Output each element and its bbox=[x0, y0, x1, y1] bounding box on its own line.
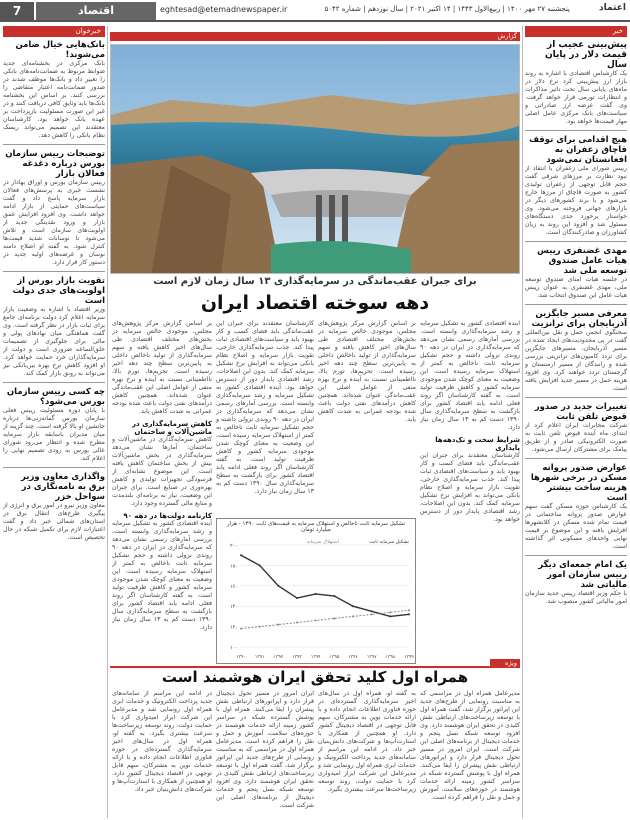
left-article-title: چه کسی رییس سازمان بورس می‌شود؟ bbox=[6, 387, 105, 407]
chart-point bbox=[240, 554, 242, 556]
right-article bbox=[525, 135, 627, 237]
right-column-tag: خبر bbox=[525, 26, 627, 37]
right-article bbox=[525, 40, 627, 126]
left-article-body: با پایان دوره مسئولیت رییس فعلی سازمان بورس گمانه‌زنی‌ها درباره جانشین او بالا گرفته است. چند گزینه از میان مدیران باسابقه بازار سرمایه مطرح شده و انتظار می‌رود شورای عالی بورس به زودی تصمیم نهایی را اعلام کند. bbox=[3, 407, 105, 462]
page-number: 7 bbox=[0, 2, 34, 20]
left-article-title: توضیحات رییس سازمان بورس درباره دغدغه فعالان بازار bbox=[5, 149, 105, 179]
chart-x-tick-label: ۱۳۹۰ bbox=[236, 655, 246, 660]
lead-story-text: کارشناسان معتقدند برای جبران این عقب‌ماندگی باید فضای کسب و کار بهبود یابد و سیاست‌های اقتصادی ثبات پیدا کند. جذب سرمایه‌گذاری خارجی، تقویت بازار سرمایه و اصلاح نظام بانکی می‌تواند به افزایش نرخ تشکیل سرمایه کمک کند. بدون این اصلاحات، رشد اقتصادی پایدار دور از دسترس خواهد بود. bbox=[216, 320, 314, 391]
left-article bbox=[3, 149, 105, 267]
left-article bbox=[3, 387, 105, 463]
lead-story-subhead: شرایط سخت و تک‌دهه‌ها پایداری bbox=[435, 436, 520, 452]
chart-y-tick-label: ۱۰۰ bbox=[229, 645, 238, 651]
lead-story-column bbox=[216, 320, 314, 516]
second-story-headline: همراه اول کلید تحقق ایران هوشمند است bbox=[161, 668, 469, 686]
divider bbox=[525, 397, 627, 398]
chart-x-tick-label: ۱۳۹۴ bbox=[310, 655, 321, 660]
right-article-title: عوارض صدور پروانه مسکن در برخی شهرها هزینه ساخت بیشتر است bbox=[530, 463, 627, 503]
right-article-title: یک امام جمعه‌ای دیگر رییس سازمان امور مالیاتی شد bbox=[538, 560, 627, 590]
second-story-column bbox=[112, 690, 212, 818]
chart-point bbox=[259, 564, 261, 566]
chart-y-tick-label: ۱۲۰ bbox=[229, 624, 238, 631]
second-story-column bbox=[318, 690, 416, 818]
chart-y-tick-label: ۱۴۰ bbox=[229, 604, 238, 611]
chart-y-tick-label: ۱۸۰ bbox=[229, 563, 238, 570]
lead-story-column bbox=[318, 320, 416, 516]
lead-story-kicker: برای جبران عقب‌ماندگی در سرمایه‌گذاری ۱۳ سال زمان لازم است bbox=[153, 276, 477, 287]
lead-story-subhead: کاهش سرمایه‌گذاری در ماشین‌آلات و ساختمان bbox=[132, 420, 212, 436]
left-article-body: معاون وزیر نیرو در امور برق و انرژی از پیگیری طرح‌های انتقال برق در استان‌های شمالی خبر داد و گفت اعتبارات لازم برای تکمیل شبکه در حال تخصیص است. bbox=[3, 502, 105, 541]
chart-title: تشکیل سرمایه ثابت ناخالص و استهلاک سرمایه به قیمت‌های ثابت ۱۳۹۰ - هزار میلیارد تومان bbox=[226, 521, 406, 533]
chart-point bbox=[333, 595, 335, 597]
divider bbox=[3, 467, 105, 468]
chart-point bbox=[408, 609, 410, 611]
chart-point bbox=[389, 615, 391, 617]
lead-story-text: کاهش سرمایه‌گذاری در ماشین‌آلات و ساختمان: آمارها نشان می‌دهد سرمایه‌گذاری در بخش ماشین‌آلات بیش از بخش ساختمان کاهش یافته است. این موضوع نشانه‌ای از فرسودگی تجهیزات تولیدی و کاهش بهره‌وری در صنایع است. برای جبران این وضعیت، نیاز به برنامه‌ای بلندمدت و منابع مالی گسترده وجود دارد. bbox=[112, 436, 212, 507]
dateline: پنجشنبه ۲۷ مهر ۱۴۰۰ | ربیع‌الاول ۱۴۴۳ | ۱۴ اکتبر ۲۰۲۱ | سال نوزدهم | شماره ۵۰۴۲ bbox=[324, 5, 570, 13]
left-article-body: بانک مرکزی در بخشنامه‌ای جدید ضوابط مربوط به ضمانت‌نامه‌های بانکی را تغییر داد و بانک‌ها موظف شدند در صدور ضمانت‌نامه اعتبار متقاضی را بررسی کنند. بر اساس این بخشنامه بانک‌ها باید وثایق کافی دریافت کنند و در غیر این صورت مسئولیت بازپرداخت بر عهده بانک خواهد بود. کارشناسان معتقدند این تصمیم می‌تواند ریسک نظام بانکی را کاهش دهد. bbox=[3, 60, 105, 139]
second-story-text: به گفته او، همراه اول در سال‌های اخیر سرمایه‌گذاری گسترده‌ای در حوزه فناوری اطلاعات انجام داده و با ارائه خدمات نوین به مشترکان، سهم قابل توجهی در اقتصاد دیجیتال کشور دارد. او همچنین از همکاری با استارت‌آپ‌ها و شرکت‌های دانش‌بنیان خبر داد. bbox=[318, 690, 416, 753]
right-news-column bbox=[525, 26, 627, 818]
divider bbox=[525, 304, 627, 305]
chart-series-line bbox=[241, 610, 409, 628]
right-article-body: یک کارشناس اقتصادی با اشاره به روند بازار ارز پیش‌بینی کرد نرخ دلار در ماه‌های پایانی سال تحت تاثیر مذاکرات و انتظارات تورمی قرار خواهد گرفت. وی گفت عرضه ارز صادراتی و سیاست‌های بانک مرکزی عامل اصلی مهار قیمت‌ها خواهد بود. bbox=[525, 70, 627, 125]
lead-story-text: بر اساس گزارش مرکز پژوهش‌های مجلس، موجودی خالص سرمایه در بخش‌های مختلف اقتصادی طی سال‌های اخیر کاهش یافته و سهم سرمایه‌گذاری از تولید ناخالص داخلی به پایین‌ترین سطح چند دهه اخیر رسیده است. تحریم‌ها، تورم بالا، نااطمینانی نسبت به آینده و نرخ بهره منفی از عوامل اصلی این عقب‌ماندگی عنوان شده‌اند. همچنین کاهش درآمدهای نفتی دولت باعث شده بودجه عمرانی به شدت کاهش یابد. bbox=[318, 320, 416, 423]
chart-point bbox=[240, 628, 242, 630]
divider bbox=[525, 130, 627, 131]
divider bbox=[3, 382, 105, 383]
right-article-title: پیش‌بینی عجیب از قیمت دلار در پایان سال bbox=[544, 40, 627, 70]
second-story-text: ایران امروز در مسیر تحول دیجیتال قرار دارد و اپراتورهای ارتباطی نقش پیشران را ایفا می‌کنند. همراه اول با پوشش گسترده شبکه در سراسر کشور زمینه ارائه خدمات هوشمند در حوزه‌های سلامت، آموزش و حمل و نقل را فراهم کرده است. bbox=[216, 690, 314, 745]
left-column-tag: خبرخوان bbox=[3, 26, 105, 37]
page-header bbox=[0, 0, 630, 22]
chart-x-tick-label: ۱۳۹۶ bbox=[348, 655, 358, 660]
lead-story-column bbox=[112, 320, 212, 662]
lead-story-text: کارشناسان معتقدند برای جبران این عقب‌ماندگی باید فضای کسب و کار بهبود یابد و سیاست‌های اقتصادی ثبات پیدا کند. جذب سرمایه‌گذاری خارجی، تقویت بازار سرمایه و اصلاح نظام بانکی می‌تواند به افزایش نرخ تشکیل سرمایه کمک کند. بدون این اصلاحات، رشد اقتصادی پایدار دور از دسترس خواهد بود. bbox=[420, 452, 520, 523]
chart-point bbox=[296, 597, 298, 599]
chart-point bbox=[315, 593, 317, 595]
chart-y-tick-label: ۲۰۰ bbox=[229, 543, 238, 549]
second-story-column bbox=[420, 690, 520, 818]
left-news-column bbox=[3, 26, 105, 818]
chart-point bbox=[333, 617, 335, 619]
chart-x-tick-label: ۱۳۹۷ bbox=[366, 655, 377, 660]
chart-plot bbox=[217, 535, 415, 663]
column-rule bbox=[522, 26, 523, 818]
second-story-tag-label: ویژه bbox=[490, 659, 520, 668]
chart-x-tick-label: ۱۳۹۱ bbox=[254, 655, 265, 660]
chart-x-tick-label: ۱۳۹۳ bbox=[292, 655, 302, 660]
chart-point bbox=[389, 611, 391, 613]
right-article-title: معرفی مسیر جایگزین آذربایجان برای ترانزیت bbox=[531, 309, 627, 329]
lead-story-text: آینده اقتصادی کشور به تشکیل سرمایه و رشد سرمایه‌گذاری وابسته است. بررسی آمارهای رسمی نشان می‌دهد که سرمایه‌گذاری در ایران در دهه ۹۰ روندی نزولی داشته و حجم تشکیل سرمایه ثابت ناخالص به کمتر از استهلاک سرمایه رسیده است. این وضعیت به معنای کوچک شدن موجودی سرمایه کشور و کاهش ظرفیت تولید است. به گفته کارشناسان اگر روند فعلی ادامه یابد اقتصاد کشور برای بازگشت به سطح سرمایه‌گذاری سال ۱۳۹۰ دست کم به ۱۳ سال زمان نیاز دارد. bbox=[420, 320, 520, 431]
chart-x-tick-label: ۱۳۹۹ bbox=[404, 655, 414, 660]
chart-point bbox=[352, 615, 354, 617]
left-article-body: رییس سازمان بورس و اوراق بهادار در نشست خبری به پرسش‌های فعالان بازار سرمایه پاسخ داد و گفت سیاست‌های حمایتی از بازار ادامه خواهد داشت. وی افزود افزایش عمق بازار و ورود نقدینگی جدید از اولویت‌های سازمان است و تلاش می‌شود تا نوسانات شدید قیمت‌ها کنترل شود. به گفته او اصلاح دامنه نوسان و عرضه‌های اولیه جدید در دستور کار قرار دارد. bbox=[3, 179, 105, 266]
divider bbox=[525, 241, 627, 242]
right-article-body: با حکم وزیر اقتصاد رییس جدید سازمان امور مالیاتی کشور منصوب شد. bbox=[525, 590, 627, 605]
section-title: اقتصاد bbox=[36, 2, 156, 20]
column-rule bbox=[107, 26, 108, 818]
right-article-title: تغییرات جدید در صدور قبوض تلفن ثابت bbox=[534, 402, 627, 422]
second-story-column bbox=[216, 690, 314, 818]
second-story-text: مدیرعامل همراه اول در مراسمی که به مناسبت رونمایی از طرح‌های جدید این اپراتور برگزار شد، گفت همراه اول با توسعه زیرساخت‌های ارتباطی نقش کلیدی در تحقق ایران هوشمند دارد. وی افزود توسعه شبکه نسل پنجم و خدمات دیجیتال از برنامه‌های اصلی این شرکت است. bbox=[216, 738, 314, 809]
right-article bbox=[525, 463, 627, 551]
lead-story-headline: دهه سوخته اقتصاد ایران bbox=[200, 292, 430, 314]
chart-point bbox=[371, 613, 373, 615]
chart-x-tick-label: ۱۳۹۲ bbox=[273, 655, 284, 660]
dam-photo bbox=[110, 44, 520, 274]
left-article bbox=[3, 276, 105, 378]
chart-x-tick-label: ۱۳۹۸ bbox=[385, 655, 396, 660]
right-article-title: هیچ اقدامی برای توقف قاچاق زعفران به افغانستان نمی‌شود bbox=[529, 135, 627, 165]
left-article-title: واگذاری معاون وزیر برق به نامه‌نگاری در سواحل خزر bbox=[20, 472, 105, 502]
dam-photo-illustration bbox=[111, 45, 520, 274]
second-story-text: در ادامه این مراسم از سامانه‌های جدید پرداخت الکترونیک و خدمات ابری همراه اول رونمایی شد و مدیرعامل این شرکت ابراز امیدواری کرد با حمایت دولت، روند توسعه زیرساخت‌ها سرعت بیشتری بگیرد. bbox=[318, 746, 416, 793]
right-article-body: در جلسه هیات امنای صندوق توسعه ملی، مهدی غضنفری به عنوان رییس هیات عامل این صندوق انتخاب شد. bbox=[525, 276, 627, 299]
second-story-text: مدیرعامل همراه اول در مراسمی که به مناسبت رونمایی از طرح‌های جدید این اپراتور برگزار شد، گفت همراه اول با توسعه زیرساخت‌های ارتباطی نقش کلیدی در تحقق ایران هوشمند دارد. وی افزود توسعه شبکه نسل پنجم و خدمات دیجیتال از برنامه‌های اصلی این شرکت است. bbox=[420, 690, 520, 753]
right-article bbox=[525, 246, 627, 300]
divider bbox=[3, 144, 105, 145]
right-article bbox=[525, 402, 627, 454]
newspaper-logo: اعتماد bbox=[599, 3, 626, 13]
lead-story-text: آینده اقتصادی کشور به تشکیل سرمایه و رشد سرمایه‌گذاری وابسته است. بررسی آمارهای رسمی نشان می‌دهد که سرمایه‌گذاری در ایران در دهه ۹۰ روندی نزولی داشته و حجم تشکیل سرمایه ثابت ناخالص به کمتر از استهلاک سرمایه رسیده است. این وضعیت به معنای کوچک شدن موجودی سرمایه کشور و کاهش ظرفیت تولید است. به گفته کارشناسان اگر روند فعلی ادامه یابد اقتصاد کشور برای بازگشت به سطح سرمایه‌گذاری سال ۱۳۹۰ دست کم به ۱۳ سال زمان نیاز دارد. bbox=[216, 384, 314, 495]
second-story-text: ایران امروز در مسیر تحول دیجیتال قرار دارد و اپراتورهای ارتباطی نقش پیشران را ایفا می‌کنند. همراه اول با پوشش گسترده شبکه در سراسر کشور زمینه ارائه خدمات هوشمند در حوزه‌های سلامت، آموزش و حمل و نقل را فراهم کرده است. bbox=[420, 746, 520, 801]
right-article-body: رییس شورای ملی زعفران با انتقاد از نبود نظارت بر مرزهای شرقی گفت حجم قابل توجهی از زعفران تولیدی کشور به صورت قاچاق از مرزها خارج می‌شود و با برند کشورهای دیگر در بازارهای جهانی فروخته می‌شود. وی خواستار برخورد جدی دستگاه‌های مسئول شد و افزود این روند به زیان کشاورزان و صادرکنندگان است. bbox=[525, 165, 627, 236]
left-article-body: وزیر اقتصاد با اشاره به وضعیت بازار سرمایه اعلام کرد دولت برنامه‌ای جامع برای ثبات بازار در نظر گرفته است. وی گفت هماهنگی میان نهادهای پولی و مالی برای جلوگیری از تصمیمات خلق‌الساعه ضروری است و دولت از سرمایه‌گذاران خرد حمایت خواهد کرد. او افزود کاهش نرخ بهره بین‌بانکی نیز می‌تواند به رونق بازار کمک کند. bbox=[3, 306, 105, 377]
right-article bbox=[525, 560, 627, 606]
right-article-body: یک کارشناس حوزه مسکن گفت سهم عوارض صدور پروانه ساختمانی در قیمت تمام شده مسکن در کلانشهرها افزایش یافته و این موضوع بر قیمت نهایی واحدهای مسکونی اثر گذاشته است. bbox=[525, 503, 627, 550]
left-article-title: بانک‌هایی خیال ضامن می‌شوند! bbox=[15, 40, 105, 60]
chart-point bbox=[352, 605, 354, 607]
right-article-body: شرکت مخابرات ایران اعلام کرد از ابتدای ماه آینده قبوض تلفن ثابت به صورت الکترونیکی صادر و از طریق پیامک برای مشترکان ارسال می‌شود. bbox=[525, 422, 627, 453]
chart-point bbox=[259, 626, 261, 628]
chart-point bbox=[277, 624, 279, 626]
chart-point bbox=[277, 585, 279, 587]
lead-story-column bbox=[420, 320, 520, 662]
chart-legend-entry: استهلاک سرمایه bbox=[306, 540, 339, 545]
divider bbox=[525, 555, 627, 556]
chart-point bbox=[315, 619, 317, 621]
right-article bbox=[525, 309, 627, 393]
chart-legend-entry: تشکیل سرمایه ثابت bbox=[369, 540, 409, 545]
lead-story-text: بر اساس گزارش مرکز پژوهش‌های مجلس، موجودی خالص سرمایه در بخش‌های مختلف اقتصادی طی سال‌های اخیر کاهش یافته و سهم سرمایه‌گذاری از تولید ناخالص داخلی به پایین‌ترین سطح چند دهه اخیر رسیده است. تحریم‌ها، تورم بالا، نااطمینانی نسبت به آینده و نرخ بهره منفی از عوامل اصلی این عقب‌ماندگی عنوان شده‌اند. همچنین کاهش درآمدهای نفتی دولت باعث شده بودجه عمرانی به شدت کاهش یابد. bbox=[112, 320, 212, 415]
chart-y-tick-label: ۱۶۰ bbox=[229, 583, 238, 590]
left-article-title: تقویت بازار بورس از اولویت‌های جدی دولت است bbox=[12, 276, 105, 306]
lead-story-text: آینده اقتصادی کشور به تشکیل سرمایه و رشد سرمایه‌گذاری وابسته است. بررسی آمارهای رسمی نشان می‌دهد که سرمایه‌گذاری در ایران در دهه ۹۰ روندی نزولی داشته و حجم تشکیل سرمایه ثابت ناخالص به کمتر از استهلاک سرمایه رسیده است. این وضعیت به معنای کوچک شدن موجودی سرمایه کشور و کاهش ظرفیت تولید است. به گفته کارشناسان اگر روند فعلی ادامه یابد اقتصاد کشور برای بازگشت به سطح سرمایه‌گذاری سال ۱۳۹۰ دست کم به ۱۳ سال زمان نیاز دارد. bbox=[112, 520, 212, 631]
chart-point bbox=[371, 610, 373, 612]
lead-story-subhead: کارنامه دولت‌ها در دهه ۹۰ bbox=[123, 512, 212, 520]
left-article bbox=[3, 472, 105, 542]
capital-formation-chart bbox=[216, 518, 416, 664]
divider bbox=[3, 271, 105, 272]
second-story-text: در ادامه این مراسم از سامانه‌های جدید پرداخت الکترونیک و خدمات ابری همراه اول رونمایی شد و مدیرعامل این شرکت ابراز امیدواری کرد با حمایت دولت، روند توسعه زیرساخت‌ها سرعت بیشتری بگیرد. bbox=[112, 690, 212, 737]
second-story-text: به گفته او، همراه اول در سال‌های اخیر سرمایه‌گذاری گسترده‌ای در حوزه فناوری اطلاعات انجام داده و با ارائه خدمات نوین به مشترکان، سهم قابل توجهی در اقتصاد دیجیتال کشور دارد. او همچنین از همکاری با استارت‌آپ‌ها و شرکت‌های دانش‌بنیان خبر داد. bbox=[112, 730, 212, 793]
lead-story-tag: گزارش bbox=[110, 32, 520, 41]
contact-email[interactable]: eghtesad@etemadnewspaper.ir bbox=[160, 5, 288, 14]
chart-point bbox=[408, 613, 410, 615]
chart-x-tick-label: ۱۳۹۵ bbox=[329, 655, 340, 660]
left-article bbox=[3, 40, 105, 140]
right-article-body: سخنگوی انجمن حمل و نقل بین‌المللی گفت در پی محدودیت‌های ایجاد شده در مسیر آذربایجان، مسیرهای جایگزین برای تردد کامیون‌های ترانزیتی بررسی شده و رانندگان از مسیر ارمنستان و گرجستان تردد خواهند کرد. وی افزود هزینه حمل در مسیر جدید افزایش یافته است. bbox=[525, 329, 627, 392]
chart-point bbox=[296, 622, 298, 624]
right-article-title: مهدی غضنفری رییس هیات عامل صندوق توسعه ملی شد bbox=[537, 246, 627, 276]
divider bbox=[525, 458, 627, 459]
